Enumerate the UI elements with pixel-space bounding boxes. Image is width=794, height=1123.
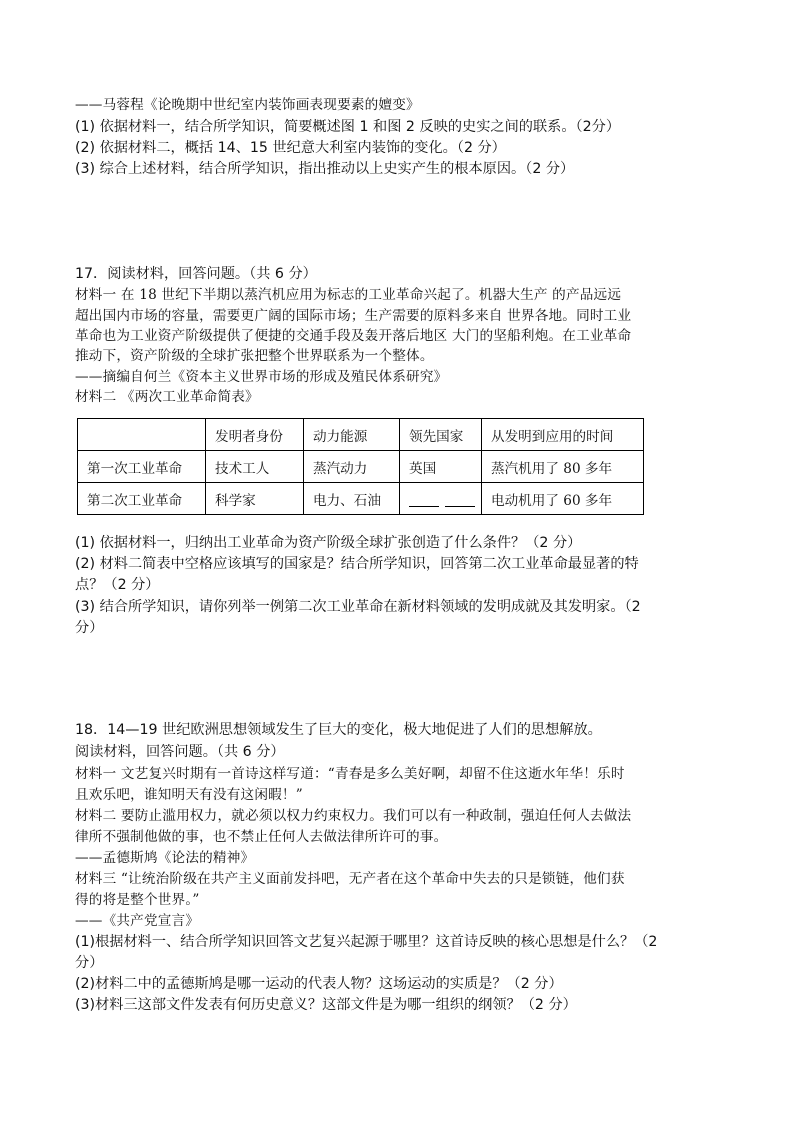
table-row [78, 483, 644, 515]
table-header-cell: 发明者身份 [206, 419, 304, 451]
q17-question-3: (3) 结合所学知识，请你列举一例第二次工业革命在新材料领域的发明成就及其发明家。（2 [75, 599, 641, 615]
table-cell: 蒸汽动力 [304, 451, 400, 483]
table-cell: 蒸汽机用了 80 多年 [482, 451, 644, 483]
table-cell: 第二次工业革命 [78, 483, 206, 515]
q17-question-2-cont: 点？（2 分） [75, 577, 160, 593]
q18-material-line: 得的将是整个世界。” [75, 892, 200, 908]
q17-material1-line: 超出国内市场的容量，需要更广阔的国际市场；生产需要的原料多来自 世界各地。同时工业 [75, 308, 632, 324]
q17-material1-source: ——摘编自何兰《资本主义世界市场的形成及殖民体系研究》 [75, 369, 448, 385]
q16-question-3: (3) 综合上述材料，结合所学知识，指出推动以上史实产生的根本原因。（2 分） [75, 161, 575, 177]
q18-material-line: 材料一 文艺复兴时期有一首诗这样写道：“青春是多么美好啊，却留不住这逝水年华！乐时 [75, 766, 625, 782]
answer-blank [409, 492, 439, 507]
table-cell: 第一次工业革命 [78, 451, 206, 483]
table-header-cell [78, 419, 206, 451]
q18-title: 阅读材料，回答问题。（共 6 分） [75, 744, 285, 760]
q18-question-2: (2)材料二中的孟德斯鸠是哪一运动的代表人物？这场运动的实质是？（2 分） [75, 976, 563, 992]
q18-material-line: 律所不强制他做的事，也不禁止任何人去做法律所许可的事。 [75, 829, 448, 845]
table-header-cell: 领先国家 [400, 419, 482, 451]
answer-blank [445, 492, 475, 507]
q18-intro: 18．14—19 世纪欧洲思想领域发生了巨大的变化，极大地促进了人们的思想解放。 [75, 722, 602, 738]
q17-material2-title: 材料二 《两次工业革命简表》 [75, 389, 259, 405]
q17-question-3-cont: 分） [75, 620, 104, 636]
table-cell: 英国 [400, 451, 482, 483]
q18-question-1: (1)根据材料一、结合所学知识回答文艺复兴起源于哪里？这首诗反映的核心思想是什么？（2 [75, 934, 658, 950]
q18-material-line: 材料三 “让统治阶级在共产主义面前发抖吧，无产者在这个革命中失去的只是锁链，他们获 [75, 871, 625, 887]
q18-material-source: ——《共产党宣言》 [75, 913, 200, 929]
q18-material-source: ——孟德斯鸠《论法的精神》 [75, 850, 255, 866]
q17-material1-line: 推动下，资产阶级的全球扩张把整个世界联系为一个整体。 [75, 348, 434, 364]
q18-material-line: 材料二 要防止滥用权力，就必须以权力约束权力。我们可以有一种政制，强迫任何人去做法 [75, 808, 632, 824]
q17-question-2: (2) 材料二简表中空格应该填写的国家是？结合所学知识，回答第二次工业革命最显著的特 [75, 556, 639, 572]
q18-question-1-cont: 分） [75, 955, 104, 971]
table-row [78, 451, 644, 483]
table-header-cell: 从发明到应用的时间 [482, 419, 644, 451]
q17-material1-line: 材料一 在 18 世纪下半期以蒸汽机应用为标志的工业革命兴起了。机器大生产 的产品远远 [75, 287, 622, 303]
table-cell: 科学家 [206, 483, 304, 515]
q17-title: 17．阅读材料，回答问题。（共 6 分） [75, 266, 317, 282]
table-header-row [78, 419, 644, 451]
q16-question-1: (1) 依据材料一，结合所学知识，简要概述图 1 和图 2 反映的史实之间的联系。（2分） [75, 119, 621, 135]
q17-material1-line: 革命也为工业资产阶级提供了便捷的交通手段及轰开落后地区 大门的坚船利炮。在工业革命 [75, 328, 632, 344]
q16-source: ——马蓉程《论晚期中世纪室内装饰画表现要素的嬗变》 [75, 97, 420, 113]
table-cell: 电力、石油 [304, 483, 400, 515]
industrial-revolution-table [77, 418, 644, 515]
table-cell: 技术工人 [206, 451, 304, 483]
q17-question-1: (1) 依据材料一，归纳出工业革命为资产阶级全球扩张创造了什么条件？（2 分） [75, 535, 582, 551]
table-header-cell: 动力能源 [304, 419, 400, 451]
table-cell: 电动机用了 60 多年 [482, 483, 644, 515]
q18-question-3: (3)材料三这部文件发表有何历史意义？这部文件是为哪一组织的纲领？（2 分） [75, 997, 577, 1013]
q16-question-2: (2) 依据材料二，概括 14、15 世纪意大利室内装饰的变化。（2 分） [75, 140, 506, 156]
answer-blank-cell [400, 483, 482, 515]
q18-material-line: 且欢乐吧，谁知明天有没有这闲暇！” [75, 787, 303, 803]
